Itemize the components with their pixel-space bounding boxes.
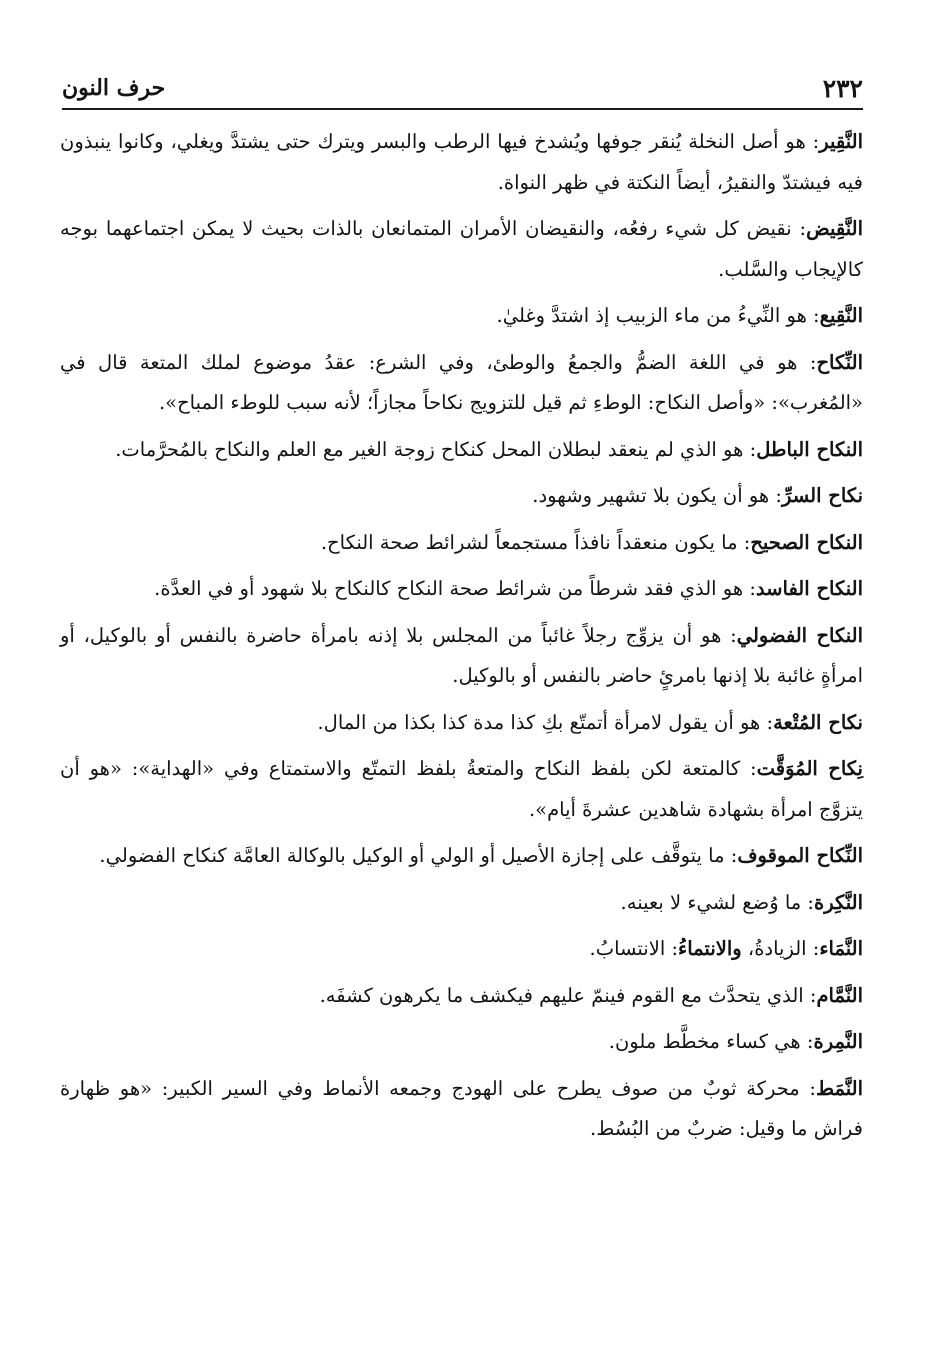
entry-definition: : كالمتعة لكن بلفظ النكاح والمتعةُ بلفظ التمتّع والاستمتاع وفي «الهداية»: «هو أن يتزوَّج امرأة بشهادة شاهدين عشرةَ أيام». [60, 757, 863, 821]
entry-definition: : هي كساء مخطَّط ملون. [608, 1030, 814, 1053]
glossary-entry [60, 883, 863, 924]
entry-definition: : هو النِّيءُ من ماء الزبيب إذ اشتدَّ وغليٰ. [496, 304, 820, 327]
entry-definition: : هو أصل النخلة يُنقر جوفها ويُشدخ فيها الرطب والبسر ويترك حتى يشتدَّ ويغلي، وكانوا ينبذون فيه فيشتدّ والنقيرُ، أيضاً النكتة في ظهر النواة. [60, 130, 863, 194]
glossary-entry [60, 616, 863, 697]
entry-term: النَّمَّام [816, 983, 863, 1007]
entry-term: النَّقِيض [806, 217, 863, 240]
glossary-entry [60, 703, 863, 744]
glossary-entry [60, 836, 863, 877]
entry-term: النَّمِرة [813, 1030, 863, 1053]
entry-term: النكاح الصحيح [750, 530, 863, 554]
glossary-entry [60, 122, 863, 203]
glossary-entry [60, 1022, 863, 1063]
entry-definition: : هو الذي فقد شرطاً من شرائط صحة النكاح كالنكاح بلا شهود أو في العدَّة. [154, 577, 756, 600]
entry-term: النَّكِرة [814, 890, 863, 914]
entry-term: نكاح المُتْعة [773, 710, 863, 734]
entry-definition: : ما يكون منعقداً نافذاً مستجمعاً لشرائط صحة النكاح. [320, 530, 751, 554]
glossary-entry [60, 749, 863, 830]
entry-definition: : ما يتوقَّف على إجازة الأصيل أو الولي أو الوكيل بالوكالة العامَّة كنكاح الفضولي. [99, 844, 738, 867]
entry-definition: : هو في اللغة الضمُّ والجمعُ والوطئ، وفي الشرع: عقدُ موضوع لملك المتعة قال في «المُغرب»: «وأصل النكاح: الوطءِ ثم قيل للتزويج نكاحاً مجازاً؛ لأنه سبب للوطء المباح». [60, 350, 863, 414]
glossary-entry [60, 976, 863, 1017]
entry-definition: : ما وُضع لشيء لا بعينه. [620, 890, 814, 914]
entry-term: النِّكاح الموقوف [737, 844, 863, 867]
glossary-entry [60, 209, 863, 290]
glossary-entries [60, 122, 863, 1156]
entry-definition: : نقيض كل شيء رفعُه، والنقيضان الأمران المتمانعان بالذات بحيث لا يمكن اجتماعهما بوجه كالإيجاب والسَّلب. [60, 217, 863, 281]
glossary-entry [60, 523, 863, 564]
entry-definition: : هو أن يكون بلا تشهير وشهود. [532, 484, 782, 507]
entry-term-secondary: والانتماءُ [678, 937, 742, 960]
entry-term: النِّكاح [816, 350, 863, 374]
entry-definition: : هو أن يقول لامرأة أتمتّع بكِ كذا مدة كذا بكذا من المال. [317, 710, 774, 734]
entry-term: النَّمَط [815, 1076, 863, 1100]
entry-definition: : محركة ثوبٌ من صوف يطرح على الهودج وجمعه الأنماط وفي السير الكبير: «هو ظهارة فراش ما وقيل: ضربٌ من البُسُط. [60, 1076, 863, 1140]
page-number: ٢٣٢ [822, 73, 863, 103]
entry-term: النَّقِير [819, 130, 863, 153]
entry-term: النكاح الفضولي [736, 623, 864, 647]
entry-term: النكاح الفاسد [755, 577, 863, 600]
entry-definition: : الزيادةُ، [741, 937, 820, 960]
glossary-entry [60, 343, 863, 424]
glossary-entry [60, 430, 863, 471]
chapter-title: حرف النون [62, 75, 166, 101]
glossary-entry [60, 296, 863, 337]
entry-term: نكاح السرِّ [781, 484, 863, 507]
entry-definition-secondary: : الانتسابُ. [589, 937, 679, 960]
entry-definition: : هو أن يزوِّج رجلاً غائباً من المجلس بلا إذنه بامرأة حاضرة بالنفس أو بالوكيل، أو امرأةٍ غائبة بلا إذنها بامرئٍ حاضر بالنفس أو بالوكيل. [60, 623, 863, 687]
entry-term: نِكاح المُوَقَّت [756, 757, 863, 780]
glossary-entry [60, 569, 863, 610]
entry-definition: : الذي يتحدَّث مع القوم فينمّ عليهم فيكشف ما يكرهون كشفَه. [319, 983, 817, 1007]
entry-term: النكاح الباطل [756, 437, 863, 461]
glossary-entry [60, 929, 863, 970]
glossary-entry [60, 476, 863, 517]
glossary-entry [60, 1069, 863, 1150]
running-head [62, 68, 863, 110]
entry-term: النَّقِيع [819, 304, 863, 327]
entry-term: النَّمَاء [819, 937, 863, 960]
entry-definition: : هو الذي لم ينعقد لبطلان المحل كنكاح زوجة الغير مع العلم والنكاح بالمُحرَّمات. [115, 437, 757, 461]
